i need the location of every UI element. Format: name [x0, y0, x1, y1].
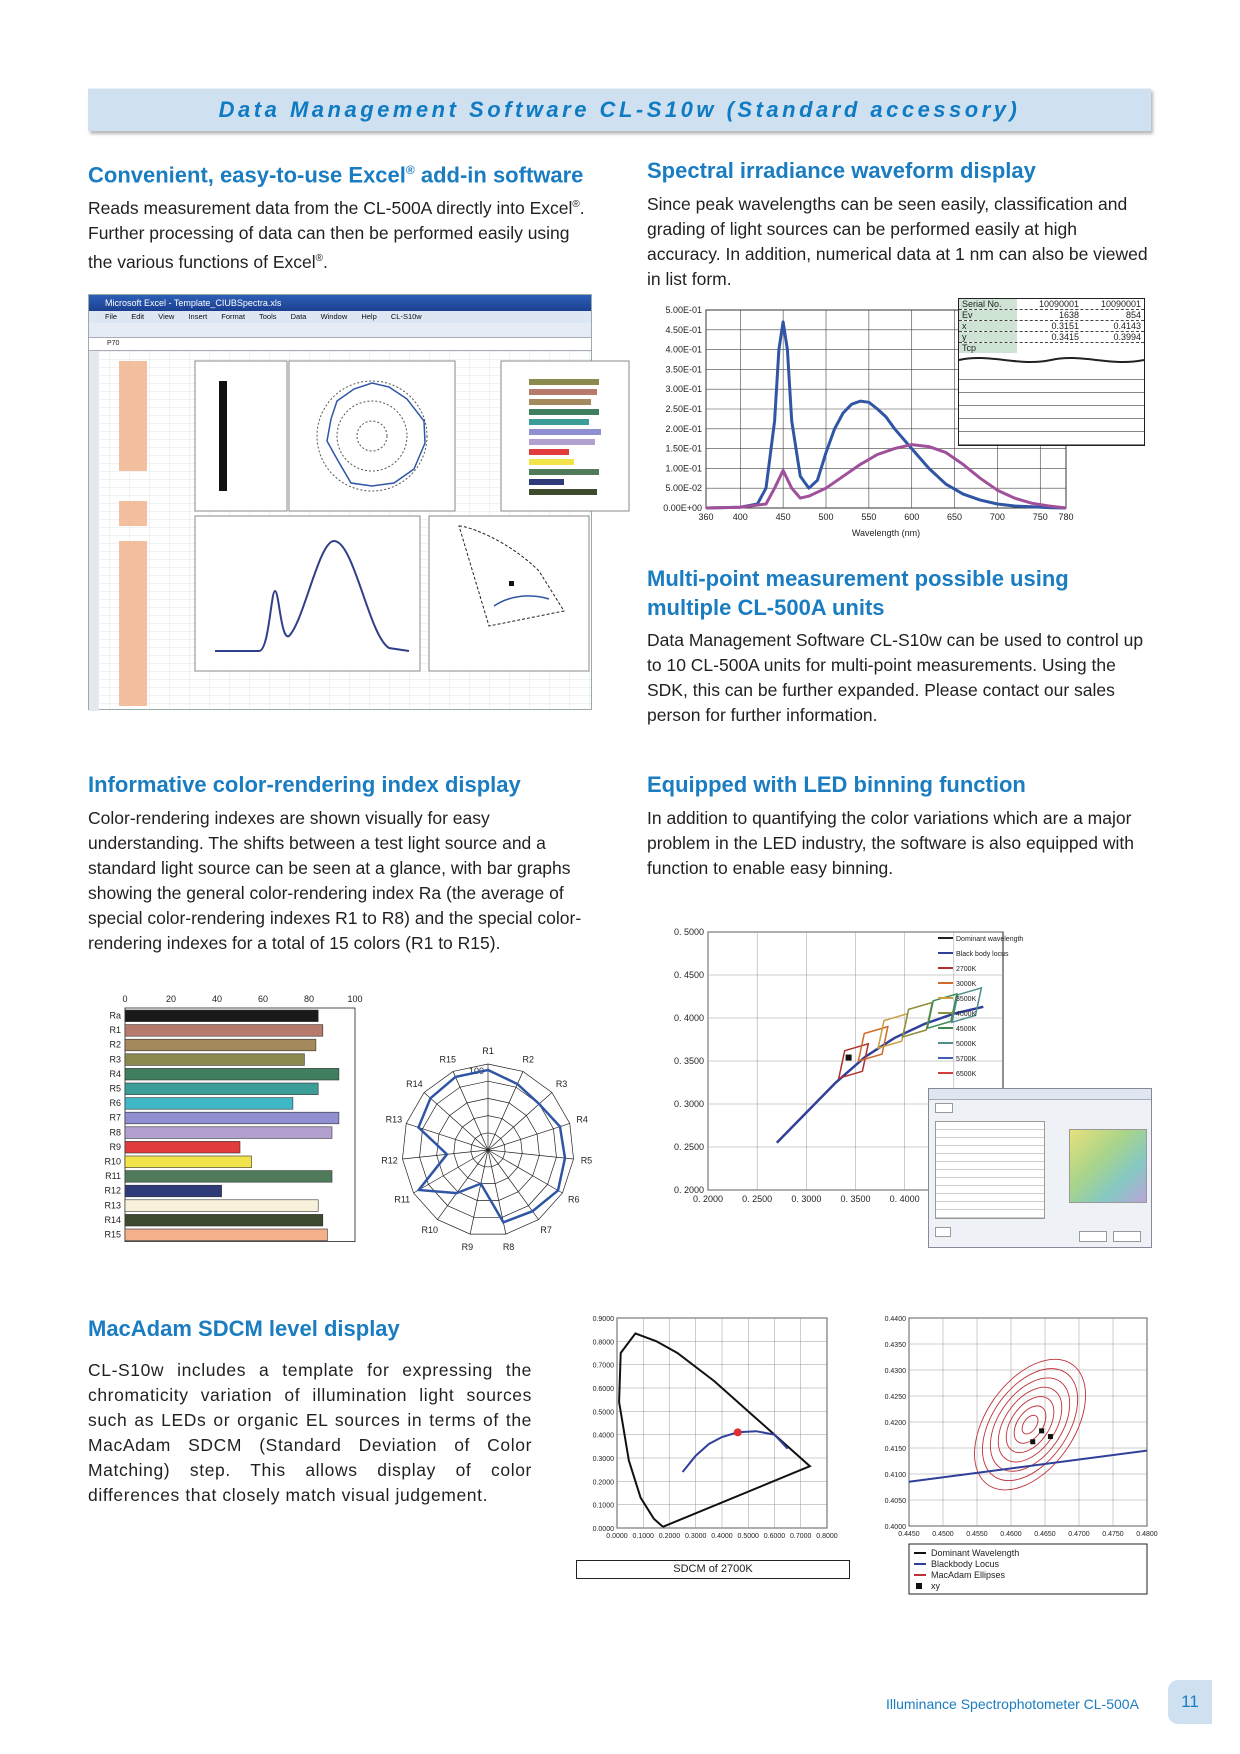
- macadam-legend-label: xy: [931, 1581, 940, 1591]
- macadam-y-tick: 0.4200: [884, 1420, 906, 1427]
- cri-radar-label: R6: [567, 1194, 580, 1205]
- binning-measured-point: [846, 1055, 852, 1061]
- cie-x-tick: 0.8000: [816, 1533, 838, 1540]
- spectral-x-tick: 450: [775, 512, 791, 522]
- cri-bar-x-tick: 0: [122, 994, 128, 1004]
- macadam-body: CL-S10w includes a template for expressing the chromaticity variation of illumination light sources such as LEDs or organic EL sources in terms of the MacAdam SDCM (Standard Deviation of Color Matching) step. This allows display of color differences that closely match visual judgement.: [88, 1360, 532, 1505]
- binning-legend-label: 2700K: [956, 966, 977, 973]
- cri-bar-x-tick: 100: [347, 994, 363, 1004]
- cri-radar-label: R8: [502, 1241, 515, 1252]
- macadam-x-tick: 0.4800: [1136, 1531, 1158, 1538]
- binning-legend-label: 5700K: [956, 1056, 977, 1063]
- binning-y-tick: 0. 2500: [673, 1142, 704, 1152]
- cri-bar-category-label: R8: [109, 1127, 121, 1138]
- spectral-heading: Spectral irradiance waveform display: [647, 158, 1036, 183]
- macadam-y-tick: 0.4150: [884, 1446, 906, 1453]
- macadam-xy-point: [1039, 1428, 1044, 1433]
- macadam-x-tick: 0.4500: [932, 1531, 954, 1538]
- cri-bar-category-label: R4: [109, 1068, 121, 1079]
- cie-y-tick: 0.3000: [592, 1456, 614, 1463]
- cri-bar-category-label: R11: [105, 1171, 121, 1182]
- spectral-y-tick: 4.00E-01: [665, 344, 702, 355]
- cie-target-marker: [734, 1428, 742, 1436]
- cri-bar-r13: [125, 1200, 318, 1212]
- binning-y-tick: 0. 4500: [673, 970, 704, 980]
- page-number: 11: [1181, 1692, 1199, 1711]
- cri-radar-chart: [378, 1040, 598, 1255]
- cri-bar-category-label: R15: [104, 1229, 121, 1240]
- cri-bar-category-label: R13: [104, 1200, 121, 1211]
- excel-toolbar: [89, 323, 591, 338]
- table-row: Ev 1638 854: [959, 310, 1144, 321]
- cri-bar-category-label: R1: [109, 1025, 121, 1036]
- cri-heading: Informative color-rendering index display: [88, 772, 521, 797]
- cri-body: Color-rendering indexes are shown visually for easy understanding. The shifts between a test light source and a standard light source can be seen at a glance, with bar graphs showing the general color-rendering index Ra (the average of special color-rendering indexes R1 to R8) and the special color-rendering indexes for a total of 15 colors (R1 to R15).: [88, 808, 582, 953]
- cie-x-tick: 0.6000: [763, 1533, 786, 1540]
- cri-bar-category-label: R2: [109, 1039, 121, 1050]
- table-continued-rows: [959, 367, 1144, 445]
- cri-bar-category-label: R5: [109, 1083, 121, 1094]
- binning-y-tick: 0. 5000: [673, 927, 704, 937]
- page-banner: [88, 88, 1151, 131]
- excel-mini-bar-ra: [195, 361, 287, 511]
- spectral-x-label: Wavelength (nm): [851, 528, 921, 538]
- binning-x-tick: 0. 4000: [889, 1194, 920, 1204]
- excel-menu-edit[interactable]: Edit: [131, 312, 145, 321]
- cri-bar-r6: [125, 1098, 293, 1110]
- cri-bar-category-label: R3: [109, 1054, 121, 1065]
- cri-radar-label: R7: [540, 1225, 552, 1236]
- spectral-x-tick: 780: [1058, 512, 1074, 522]
- binning-x-tick: 0. 3500: [840, 1194, 871, 1204]
- cri-radar-spoke: [453, 1071, 488, 1150]
- binning-legend-label: 3500K: [956, 996, 977, 1003]
- macadam-y-tick: 0.4050: [884, 1498, 906, 1505]
- spectral-x-tick: 500: [818, 512, 834, 522]
- cri-bar-x-tick: 20: [165, 994, 177, 1004]
- excel-formula-bar: P70: [89, 338, 591, 351]
- binning-body: In addition to quantifying the color variations which are a major problem in the LED industry, the software is also equipped with function to enable easy binning.: [647, 808, 1135, 878]
- cri-bar-x-tick: 80: [303, 994, 315, 1004]
- macadam-legend-label: Dominant Wavelength: [931, 1548, 1020, 1558]
- macadam-legend-label: Blackbody Locus: [931, 1559, 1000, 1569]
- spectral-y-tick: 1.00E-01: [665, 463, 702, 474]
- spectral-x-tick: 700: [989, 512, 1005, 522]
- excel-menu-file[interactable]: File: [105, 312, 118, 321]
- macadam-y-tick: 0.4000: [884, 1524, 906, 1531]
- macadam-x-tick: 0.4550: [966, 1531, 988, 1538]
- cri-radar-label: R5: [580, 1155, 593, 1166]
- macadam-x-tick: 0.4450: [898, 1531, 920, 1538]
- cri-radar-spoke: [488, 1123, 570, 1150]
- macadam-x-tick: 0.4750: [1102, 1531, 1124, 1538]
- spectral-y-tick: 5.00E-01: [665, 305, 702, 315]
- cri-bar-r3: [125, 1054, 304, 1066]
- binning-dialog-button[interactable]: [935, 1103, 953, 1113]
- binning-y-tick: 0. 3000: [673, 1099, 704, 1109]
- cri-radar-max-label: 100: [468, 1066, 484, 1076]
- binning-legend-label: 4500K: [956, 1026, 977, 1033]
- binning-dialog-color-map: [1069, 1129, 1147, 1203]
- binning-dialog: [928, 1088, 1152, 1248]
- binning-legend-label: 6500K: [956, 1071, 977, 1078]
- cie-x-tick: 0.1000: [632, 1533, 654, 1540]
- excel-menu-tools[interactable]: Tools: [259, 312, 277, 321]
- multipoint-body: Data Management Software CL-S10w can be used to control up to 10 CL-500A units for multi-point measurements. Using the SDK, this can be further expanded. Please contact our sales person for further information.: [647, 630, 1144, 725]
- excel-menu-view[interactable]: View: [158, 312, 175, 321]
- excel-menu-format[interactable]: Format: [221, 312, 246, 321]
- excel-heading: Convenient, easy-to-use Excel® add-in software: [88, 162, 584, 188]
- cie-y-tick: 0.6000: [592, 1386, 614, 1393]
- cri-bar-r8: [125, 1127, 332, 1139]
- binning-dialog-list[interactable]: [935, 1121, 1045, 1219]
- cie-x-tick: 0.5000: [737, 1533, 759, 1540]
- cri-radar-label: R3: [555, 1078, 568, 1089]
- cri-radar-label: R11: [394, 1194, 411, 1205]
- cri-bar-r7: [125, 1112, 339, 1124]
- spectral-x-tick: 750: [1032, 512, 1048, 522]
- macadam-y-tick: 0.4350: [884, 1342, 906, 1349]
- cri-bar-r5: [125, 1083, 318, 1095]
- binning-y-tick: 0. 4000: [673, 1013, 704, 1023]
- binning-dialog-title-bar: [929, 1089, 1151, 1100]
- macadam-legend-swatch: [916, 1583, 922, 1589]
- cri-radar-label: R9: [461, 1241, 474, 1252]
- cri-bar-r10: [125, 1156, 252, 1168]
- cri-bar-category-label: R12: [104, 1185, 121, 1196]
- cie-x-tick: 0.2000: [658, 1533, 681, 1540]
- cie-y-tick: 0.5000: [592, 1409, 614, 1417]
- cri-bar-r4: [125, 1068, 339, 1080]
- macadam-xy-point: [1048, 1434, 1053, 1439]
- cri-bar-r15: [125, 1229, 327, 1241]
- cri-radar-label: R10: [421, 1225, 439, 1236]
- macadam-xy-point: [1030, 1439, 1035, 1444]
- binning-y-tick: 0. 2000: [673, 1185, 704, 1195]
- excel-menu-data[interactable]: Data: [290, 312, 307, 321]
- table-row: Tcp: [959, 343, 1144, 353]
- excel-screenshot: [88, 294, 592, 710]
- excel-menu-cls10w[interactable]: CL-S10w: [390, 312, 422, 321]
- cri-bar-r11: [125, 1171, 332, 1183]
- cie-x-tick: 0.3000: [685, 1533, 707, 1540]
- cri-bar-x-tick: 60: [257, 994, 269, 1004]
- binning-legend-label: 5000K: [956, 1041, 977, 1048]
- excel-menu-help[interactable]: Help: [361, 312, 377, 321]
- spectral-x-tick: 650: [947, 512, 963, 522]
- cri-bar-chart: [95, 992, 375, 1242]
- binning-dialog-add-button[interactable]: [935, 1227, 951, 1237]
- binning-legend-label: 3000K: [956, 981, 977, 988]
- cie-x-tick: 0.4000: [711, 1533, 733, 1540]
- cri-radar-label: R4: [576, 1114, 588, 1125]
- page-number-badge: [1168, 1680, 1212, 1724]
- binning-legend-label: 4000K: [956, 1011, 977, 1018]
- cri-bar-category-label: R9: [109, 1141, 121, 1152]
- spectral-y-tick: 3.00E-01: [665, 384, 702, 395]
- cri-bar-r12: [125, 1185, 222, 1197]
- cri-bar-category-label: R14: [104, 1214, 121, 1225]
- binning-heading: Equipped with LED binning function: [647, 772, 1026, 797]
- footer-title: Illuminance Spectrophotometer CL-500A: [886, 1696, 1139, 1712]
- binning-legend-label: Dominant wavelength: [956, 936, 1024, 943]
- cie-y-tick: 0.1000: [592, 1502, 614, 1510]
- spectral-y-tick: 2.00E-01: [665, 423, 702, 434]
- cie-x-tick: 0.7000: [790, 1533, 812, 1540]
- spectral-y-tick: 5.00E-02: [665, 483, 702, 494]
- excel-menu-insert[interactable]: Insert: [188, 312, 208, 321]
- spectral-y-tick: 2.50E-01: [665, 404, 702, 414]
- macadam-y-tick: 0.4400: [884, 1316, 906, 1323]
- spectral-x-tick: 600: [904, 512, 920, 522]
- cie-y-tick: 0.8000: [592, 1339, 614, 1347]
- cri-bar-x-tick: 40: [211, 994, 223, 1004]
- cri-radar-spoke: [488, 1092, 552, 1150]
- cie-y-tick: 0.0000: [592, 1526, 614, 1533]
- cie-y-tick: 0.9000: [592, 1316, 614, 1323]
- spectral-x-tick: 400: [732, 512, 748, 522]
- cri-bar-category-label: R10: [104, 1156, 121, 1167]
- cri-radar-label: R2: [522, 1054, 535, 1065]
- cri-bar-category-label: Ra: [109, 1010, 121, 1021]
- excel-mini-chromaticity: [429, 516, 589, 671]
- spectral-y-tick: 1.50E-01: [665, 443, 702, 454]
- macadam-x-tick: 0.4600: [1000, 1531, 1022, 1538]
- cri-bar-r14: [125, 1214, 323, 1226]
- macadam-legend-label: MacAdam Ellipses: [931, 1570, 1006, 1580]
- cie-x-tick: 0.0000: [606, 1533, 628, 1540]
- cie-y-tick: 0.4000: [592, 1432, 614, 1440]
- macadam-x-tick: 0.4650: [1034, 1531, 1056, 1538]
- excel-highlight-cells: [119, 361, 147, 471]
- spectral-y-tick: 4.50E-01: [665, 324, 702, 335]
- cri-bar-category-label: R6: [109, 1098, 121, 1109]
- cri-radar-label: R12: [381, 1155, 398, 1166]
- table-row: x 0.3151 0.4143: [959, 321, 1144, 332]
- spectral-data-table: [958, 298, 1145, 446]
- cri-bar-r2: [125, 1039, 316, 1051]
- excel-menu-bar: [89, 311, 591, 323]
- macadam-y-tick: 0.4100: [884, 1472, 906, 1479]
- spectral-x-tick: 550: [861, 512, 877, 522]
- excel-title-bar: Microsoft Excel - Template_CIUBSpectra.xls: [89, 295, 591, 311]
- macadam-y-tick: 0.4250: [884, 1394, 906, 1401]
- cri-radar-label: R14: [406, 1078, 423, 1089]
- cie-chart: [575, 1312, 838, 1552]
- multipoint-heading: Multi-point measurement possible using multiple CL-500A units: [647, 566, 1069, 620]
- cri-radar-label: R13: [385, 1114, 403, 1125]
- macadam-ellipse-chart: [875, 1312, 1165, 1597]
- macadam-y-tick: 0.4300: [884, 1368, 906, 1375]
- binning-x-tick: 0. 2000: [692, 1194, 724, 1204]
- table-row: Serial No. 10090001 10090001: [959, 299, 1144, 310]
- excel-body: Reads measurement data from the CL-500A directly into Excel®. Further processing of data can then be performed easily using the various functions of Excel®.: [88, 197, 585, 272]
- cri-bar-r9: [125, 1141, 240, 1153]
- binning-x-tick: 0. 2500: [742, 1194, 773, 1204]
- excel-sheet-area: [89, 351, 591, 711]
- cie-y-tick: 0.7000: [592, 1362, 614, 1370]
- spectral-body: Since peak wavelengths can be seen easily, classification and grading of light sources can be performed easily at high accuracy. In addition, numerical data at 1 nm can also be viewed in list form.: [647, 194, 1148, 289]
- spectral-x-tick: 360: [698, 512, 714, 522]
- table-break-wave: [959, 353, 1144, 367]
- binning-y-tick: 0. 3500: [673, 1056, 704, 1066]
- binning-legend-label: Black body locus: [956, 951, 1009, 958]
- cri-bar-r1: [125, 1025, 323, 1037]
- cri-bar-category-label: R7: [109, 1112, 121, 1123]
- macadam-heading: MacAdam SDCM level display: [88, 1316, 400, 1341]
- binning-x-tick: 0. 3000: [791, 1194, 822, 1204]
- binning-dialog-ok-button[interactable]: [1079, 1231, 1107, 1242]
- banner-title: Data Management Software CL-S10w (Standard accessory): [218, 97, 1021, 122]
- cri-radar-label: R1: [482, 1046, 494, 1056]
- cri-radar-label: R15: [439, 1054, 456, 1065]
- table-row: y 0.3415 0.3994: [959, 332, 1144, 343]
- excel-menu-window[interactable]: Window: [320, 312, 348, 321]
- cie-chart-caption: SDCM of 2700K: [576, 1560, 850, 1579]
- binning-dialog-cancel-button[interactable]: [1113, 1231, 1141, 1242]
- macadam-x-tick: 0.4700: [1068, 1531, 1090, 1538]
- cri-bar-ra: [125, 1010, 318, 1022]
- spectral-y-tick: 0.00E+00: [663, 503, 702, 513]
- cie-y-tick: 0.2000: [592, 1479, 614, 1487]
- spectral-y-tick: 3.50E-01: [665, 364, 702, 375]
